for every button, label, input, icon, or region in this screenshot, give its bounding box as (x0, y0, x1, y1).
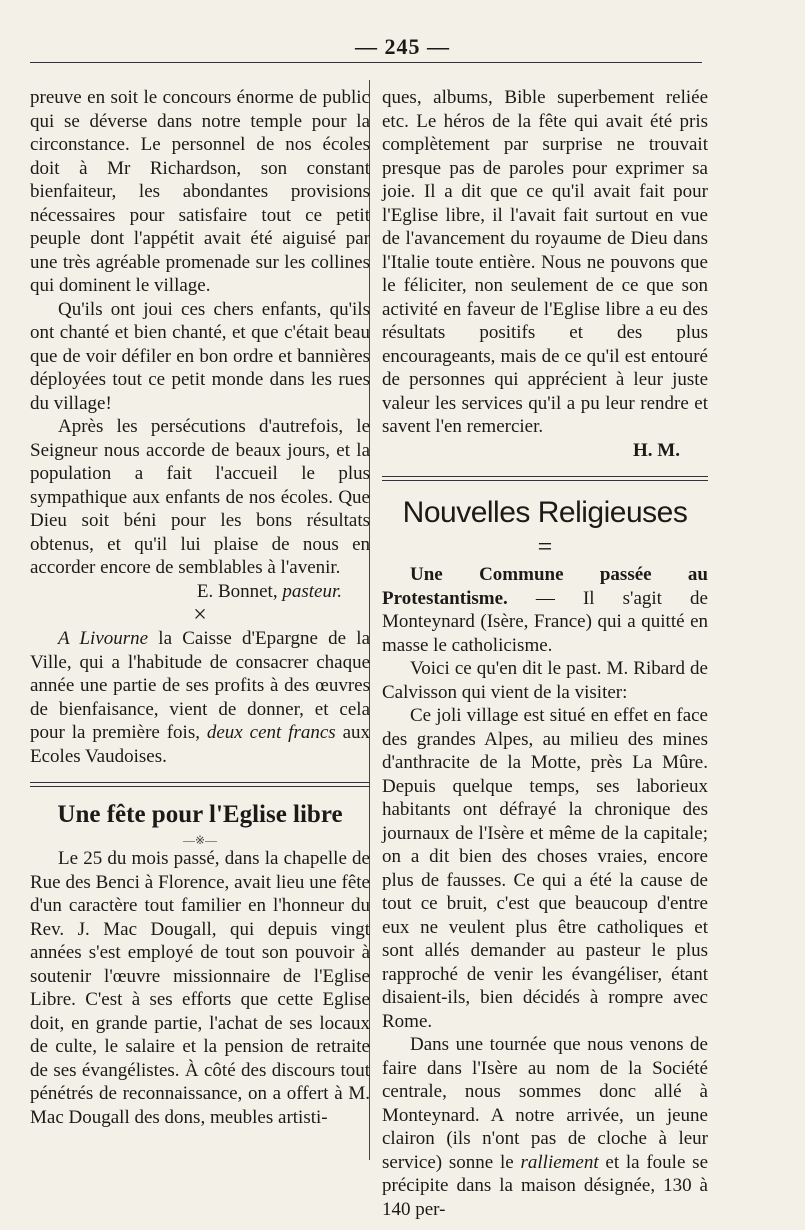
paragraph (382, 1033, 708, 1221)
paragraph: ques, albums, Bible superbement reliée etc. Le héros de la fête qui avait été pris complètement par surprise ne trouvait presque pas de paroles pour exprimer sa joie. Il a dit que ce qu'il avait fait pour l'Eglise libre, il l'avait fait surtout en vue de l'avancement du royaume de Dieu dans l'Italie toute entière. Nous ne pouvons que le féliciter, non seulement de ce que son activité en faveur de l'Eglise libre a eu des résultats positifs et des plus encourageants, mais de ce qu'il est entouré de personnes qui apprécient à leur juste valeur les services qu'il a pu leur rendre et savent l'en remercier. (382, 87, 708, 437)
section-rule (382, 476, 708, 481)
heading-ornament: = (537, 532, 553, 561)
page-number: — 245 — (355, 34, 450, 59)
paragraph: Ce joli village est situé en effet en face des grandes Alpes, au milieu des mines d'anthracite de la Motte, près La Mûre. Depuis quelque temps, ses laborieux habitants ont défrayé la chronique des journaux de l'Isère et même de la capitale; on a dit bien des choses vraies, encore plus de fausses. Ce qui a été la cause de tout ce bruit, c'est que beaucoup d'entre eux ne veulent plus être catholiques et sont allés demander au pasteur le plus rapproché de venir les évangéliser, étant disaient-ils, bien décidés à rompre avec Rome. (382, 705, 708, 1032)
paragraph: Après les persécutions d'autrefois, le Seigneur nous accorde de beaux jours, et la population a fait l'accueil le plus sympathique aux enfants de nos écoles. Que Dieu soit béni pour les bons résultats obtenus, et qu'il lui plaise de nous en accorder encore de semblables à l'avenir. (30, 416, 370, 578)
text-span: et la foule se précipite dans la maison désignée, 130 à 140 per- (382, 1151, 708, 1220)
paragraph (382, 563, 708, 657)
text-span: aux Ecoles Vaudoises. (30, 722, 370, 767)
article-heading: Une fête pour l'Eglise libre (57, 801, 343, 828)
text-span: la Caisse d'Epargne de la Ville, qui a l'habitude de consacrer chaque année une partie de ses profits à des œuvres de bienfaisance, vient de donner, et cela pour la première fois, (30, 628, 371, 743)
article-title: Une Commune passée au Protestantisme. (382, 564, 708, 609)
signature: H. M. (633, 439, 680, 461)
paragraph (30, 627, 370, 768)
text-span: Dans une tournée que nous venons de faire dans l'Isère au nom de la Société centrale, nous sommes donc allé à Monteynard. A notre arrivée, un jeune clairon (ils n'ont pas de cloche à leur service) sonne le (382, 1034, 708, 1173)
place-name: A Livourne (58, 628, 149, 649)
signature (30, 580, 370, 604)
left-column (30, 86, 370, 1129)
section-heading: Nouvelles Religieuses (402, 496, 688, 529)
section-rule (30, 782, 370, 787)
paragraph: Qu'ils ont joui ces chers enfants, qu'ils ont chanté et bien chanté, et que c'était beau que de voir défiler en bon ordre et bannières déployées tout ce petit monde dans les rues du village! (30, 298, 370, 414)
ornament: —※— (182, 833, 218, 847)
signature-title: pasteur. (282, 580, 342, 602)
right-column (382, 86, 708, 1221)
emphasis: ralliement (520, 1151, 599, 1173)
paragraph: Voici ce qu'en dit le past. M. Ribard de Calvisson qui vient de la visiter: (382, 658, 708, 703)
paragraph: preuve en soit le concours énorme de public qui se déverse dans notre temple pour la circonstance. Le personnel de nos écoles doit à Mr Richardson, son constant bienfaiteur, les abondantes provisions nécessaires pour satisfaire tout ce petit peuple dont l'appétit avait été aiguisé par une très agréable promenade sur les collines qui dominent le village. (30, 87, 370, 296)
paragraph: Le 25 du mois passé, dans la chapelle de Rue des Benci à Florence, avait lieu une fête d'un caractère tout familier en l'honneur du Rev. J. Mac Dougall, qui depuis vingt années s'est employé de tout son pouvoir à soutenir l'œuvre missionnaire de l'Eglise Libre. C'est à ses efforts que cette Eglise doit, en grande partie, l'achat de ses locaux de culte, le salaire et la pension de retraite de ses évangélistes. À côté des discours tout pénétrés de reconnaissance, on a offert à M. Mac Dougall des dons, meubles artisti- (30, 848, 370, 1128)
separator-cross: × (193, 602, 207, 628)
amount: deux cent francs (206, 722, 336, 743)
text-span: — Il s'agit de Monteynard (Isère, France) qui a quitté en masse le catholicisme. (382, 587, 708, 656)
header-rule (30, 62, 702, 63)
signature-name: E. Bonnet, (196, 580, 278, 602)
